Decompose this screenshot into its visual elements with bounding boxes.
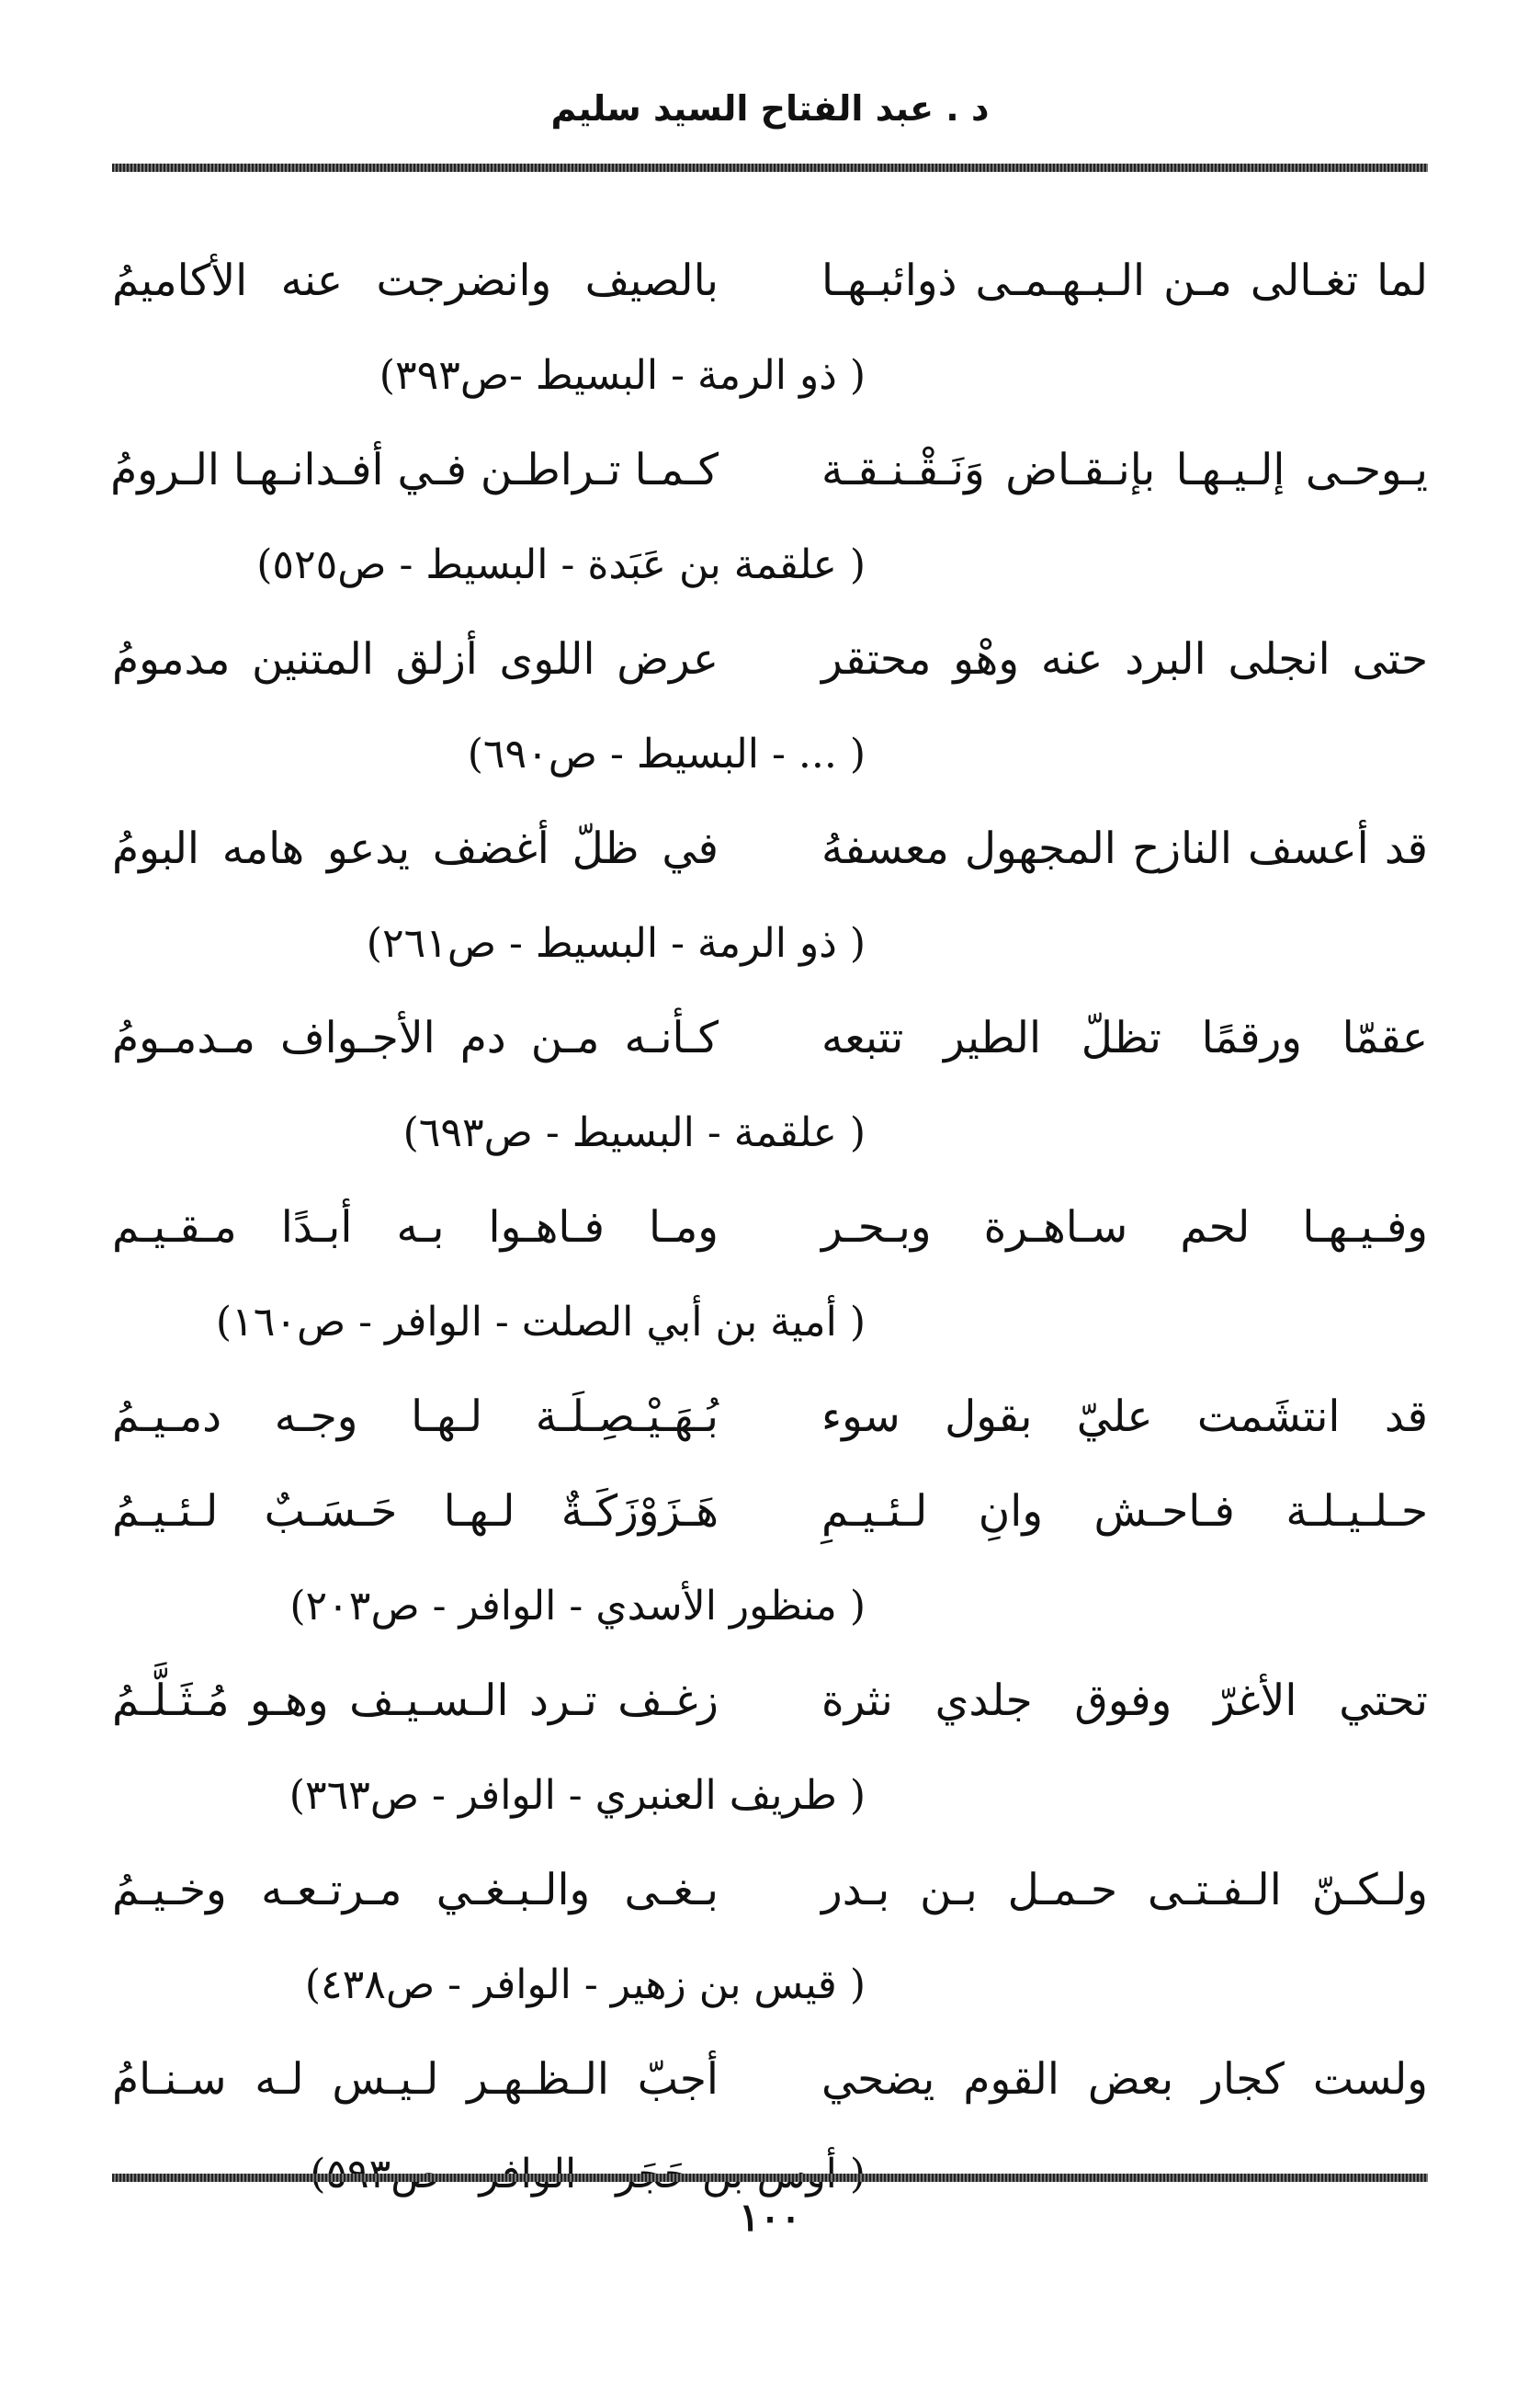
second-hemistich: كـمـا تـراطـن فـي أفـدانـهـا الـرومُ	[110, 445, 719, 495]
second-hemistich: هَـزَوْزَكَـةٌ لـهـا حَـسَـبٌ لـئـيـمُ	[112, 1486, 719, 1537]
first-hemistich: قد انتشَمت عليّ بقول سوء	[821, 1391, 1428, 1442]
poem-entry	[112, 1369, 1428, 1653]
citation: ( ذو الرمة - البسيط - ص٢٦١)	[366, 920, 866, 967]
running-header-author: د . عبد الفتاح السيد سليم	[550, 88, 990, 129]
second-hemistich: بـغـى والـبـغـي مـرتـعـه وخـيـمُ	[112, 1865, 719, 1915]
citation: ( علقمة - البسيط - ص٦٩٣)	[402, 1109, 866, 1156]
first-hemistich: ولـكـنّ الـفـتـى حـمـل بـن بـدر	[821, 1865, 1428, 1915]
verse-line	[112, 612, 1428, 707]
second-hemistich: في ظلّ أغضف يدعو هامه البومُ	[112, 823, 719, 874]
poem-entry	[112, 423, 1428, 612]
first-hemistich: ولست كجار بعض القوم يضحي	[821, 2054, 1428, 2105]
first-hemistich: عقمّا ورقمًا تظلّ الطير تتبعه	[821, 1013, 1428, 1063]
header-divider	[112, 164, 1428, 172]
first-hemistich: يـوحـى إلـيـهـا بإنـقـاض وَنَـقْـنـقـة	[821, 445, 1428, 495]
citation-row	[112, 1748, 1428, 1843]
second-hemistich: أجبّ الـظـهـر لـيـس لـه سـنـامُ	[112, 2054, 719, 2105]
second-hemistich: كـأنـه مـن دم الأجـواف مـدمـومُ	[112, 1013, 719, 1063]
poem-entry	[112, 1843, 1428, 2032]
citation: ( ... - البسيط - ص٦٩٠)	[467, 731, 866, 778]
page-number: ١٠٠	[739, 2195, 801, 2240]
poem-entry	[112, 1180, 1428, 1369]
citation: ( ذو الرمة - البسيط -ص٣٩٣)	[379, 352, 866, 399]
citation-row	[112, 1085, 1428, 1180]
poem-entry	[112, 612, 1428, 801]
citation: ( أمية بن أبي الصلت - الوافر - ص١٦٠)	[215, 1299, 866, 1346]
poem-entry	[112, 991, 1428, 1180]
first-hemistich: وفـيـهـا لحم سـاهـرة وبـحـر	[821, 1202, 1428, 1253]
second-hemistich: عرض اللوى أزلق المتنين مدمومُ	[112, 634, 719, 685]
poem-entry	[112, 1653, 1428, 1843]
verse-line	[112, 801, 1428, 896]
poetry-entries	[112, 233, 1428, 2221]
citation-row	[112, 707, 1428, 801]
citation: ( قيس بن زهير - الوافر - ص٤٣٨)	[304, 1961, 866, 2008]
first-hemistich: تحتي الأغرّ وفوق جلدي نثرة	[821, 1675, 1428, 1726]
citation-row	[112, 1275, 1428, 1369]
verse-line	[112, 991, 1428, 1085]
verse-line	[112, 1180, 1428, 1275]
first-hemistich: قد أعسف النازح المجهول معسفهُ	[821, 823, 1428, 874]
citation-row	[112, 328, 1428, 423]
first-hemistich: حـلـيـلـة فـاحـش وانِ لـئـيـمِ	[821, 1486, 1428, 1537]
verse-line	[112, 1369, 1428, 1464]
verse-line	[112, 423, 1428, 517]
poem-entry	[112, 801, 1428, 991]
first-hemistich: حتى انجلى البرد عنه وهْو محتقر	[821, 634, 1428, 685]
second-hemistich: بُـهَـيْـصِـلَـة لـهـا وجـه دمـيـمُ	[112, 1391, 719, 1442]
footer-divider	[112, 2174, 1428, 2182]
second-hemistich: ومـا فـاهـوا بـه أبـدًا مـقـيـم	[112, 1202, 719, 1253]
citation-row	[112, 517, 1428, 612]
poem-entry	[112, 2032, 1428, 2221]
citation-row	[112, 1559, 1428, 1653]
citation: ( طريف العنبري - الوافر - ص٣٦٣)	[289, 1772, 866, 1819]
verse-line	[112, 1653, 1428, 1748]
first-hemistich: لما تغـالى مـن الـبـهـمـى ذوائبـهـا	[821, 256, 1428, 306]
citation-row	[112, 896, 1428, 991]
citation: ( علقمة بن عَبَدة - البسيط - ص٥٢٥)	[256, 541, 866, 588]
second-hemistich: بالصيف وانضرجت عنه الأكاميمُ	[112, 256, 719, 306]
verse-line	[112, 2032, 1428, 2127]
verse-line	[112, 1464, 1428, 1559]
verse-line	[112, 233, 1428, 328]
citation-row	[112, 1937, 1428, 2032]
poem-entry	[112, 233, 1428, 423]
second-hemistich: زغـف تـرد الـسـيـف وهـو مُـثَـلَّـمُ	[112, 1675, 719, 1726]
verse-line	[112, 1843, 1428, 1937]
citation: ( منظور الأسدي - الوافر - ص٢٠٣)	[289, 1583, 866, 1630]
